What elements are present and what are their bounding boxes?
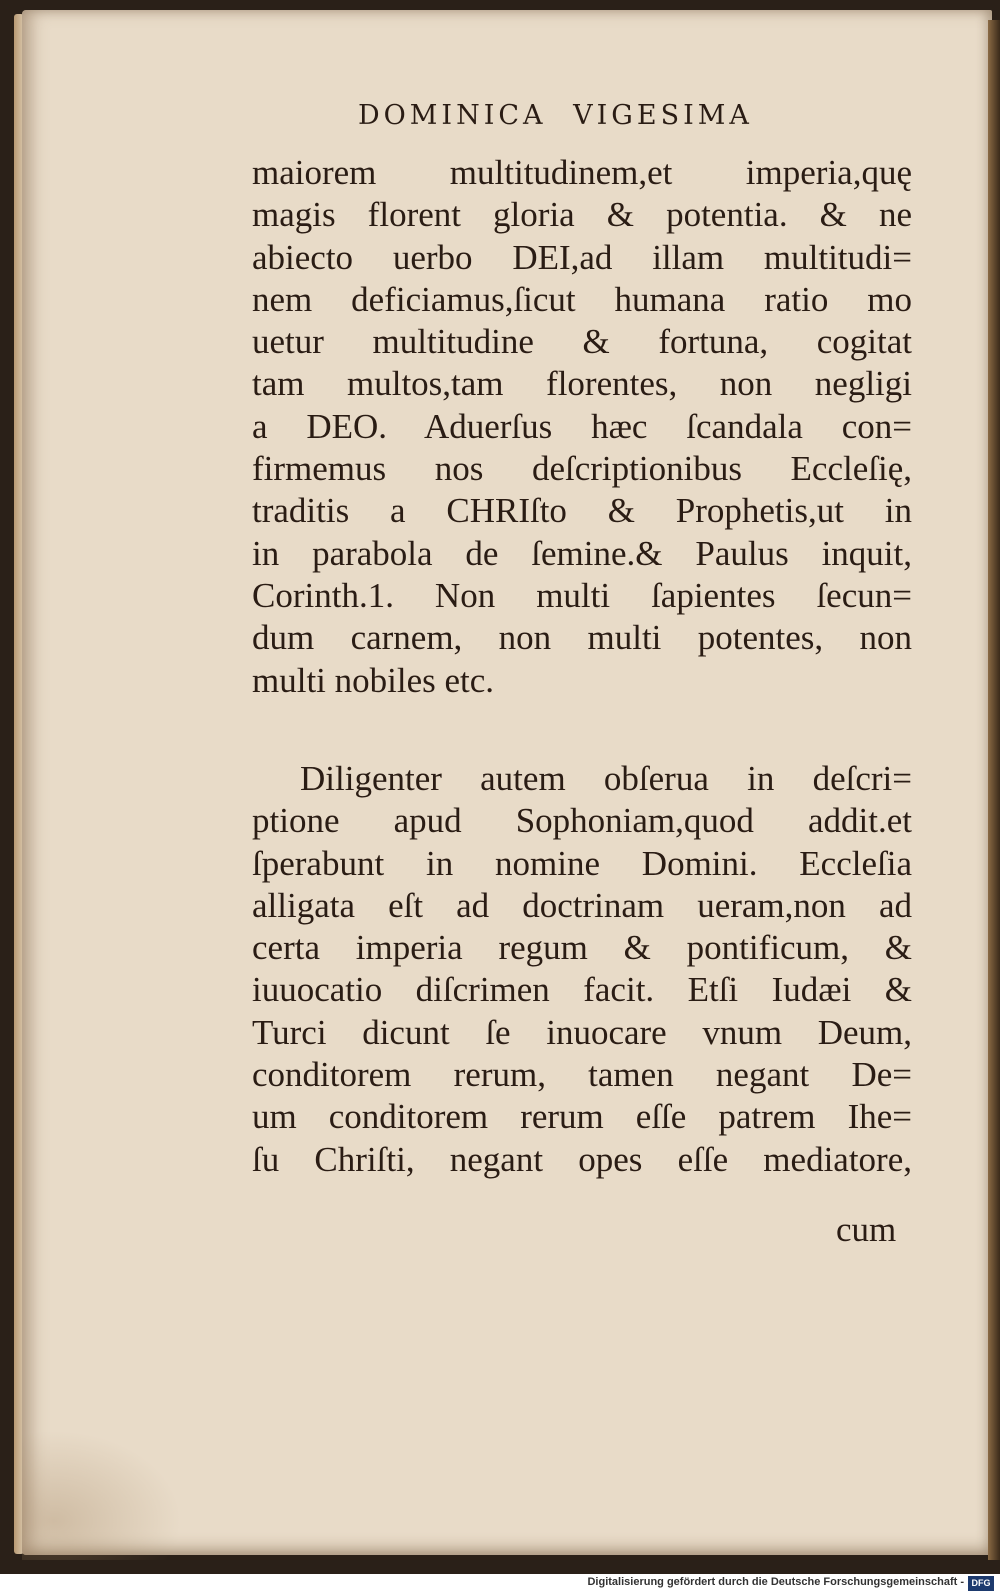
text-line: ſperabunt in nomine Domini. Eccleſia [252,843,912,883]
paragraph-1 [252,152,912,702]
funding-credit: Digitalisierung gefördert durch die Deutsche Forschungsgemeinschaft - [587,1576,964,1588]
text-line: um conditorem rerum eſſe patrem Ihe= [252,1097,912,1137]
text-line: uetur multitudine & fortuna, cogitat [252,322,912,362]
text-line: Corinth.1. Non multi ſapientes ſecun= [252,575,912,615]
text-line: ſu Chriſti, negant opes eſſe mediatore, [252,1139,912,1179]
text-line: firmemus nos deſcriptionibus Eccleſię, [252,449,912,489]
text-line: alligata eſt ad doctrinam ueram,non ad [252,885,912,925]
running-head: DOMINICA VIGESIMA [358,100,753,131]
text-line: nem deficiamus,ſicut humana ratio mo [252,279,912,319]
text-line: dum carnem, non multi potentes, non [252,618,912,658]
text-line: in parabola de ſemine.& Paulus inquit, [252,533,912,573]
paper-stain [22,1430,182,1560]
text-line: Diligenter autem obſerua in deſcri= [300,759,912,798]
text-line: iuuocatio diſcrimen facit. Etſi Iudæi & [252,970,912,1010]
text-line: Turci dicunt ſe inuocare vnum Deum, [252,1012,912,1052]
text-line: ptione apud Sophoniam,quod addit.et [252,801,912,841]
text-line: multi nobiles etc. [252,660,495,700]
book-spine [988,20,1000,1560]
text-line: conditorem rerum, tamen negant De= [252,1055,912,1095]
paragraph-2 [252,758,912,1181]
text-line: tam multos,tam florentes, non negligi [252,364,912,404]
text-line: certa imperia regum & pontificum, & [252,928,912,968]
catchword: cum [836,1210,897,1249]
text-line: a DEO. Aduerſus hæc ſcandala con= [252,406,912,446]
text-line: abiecto uerbo DEI,ad illam multitudi= [252,237,912,277]
text-line: magis florent gloria & potentia. & ne [252,195,912,235]
text-line: maiorem multitudinem,et imperia,quę [252,153,912,192]
dfg-logo: DFG [968,1576,994,1591]
text-line: traditis a CHRIſto & Prophetis,ut in [252,491,912,531]
